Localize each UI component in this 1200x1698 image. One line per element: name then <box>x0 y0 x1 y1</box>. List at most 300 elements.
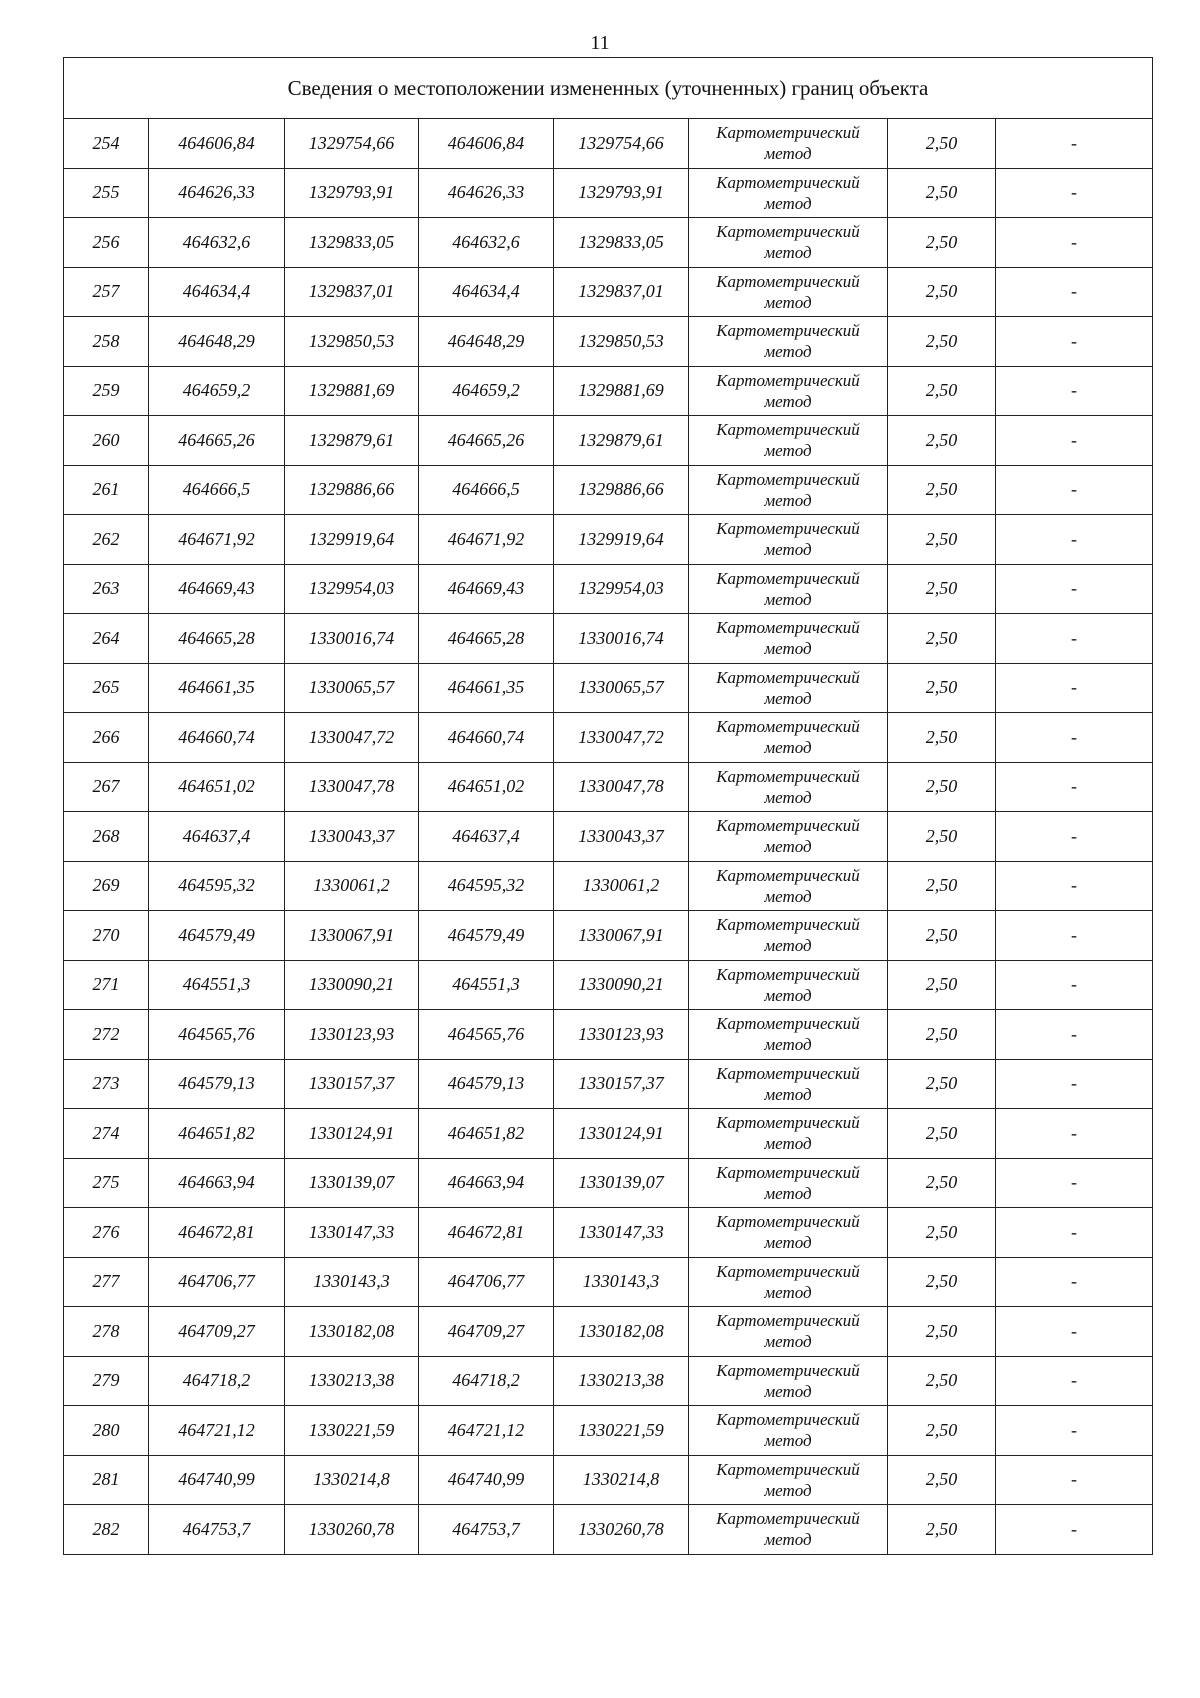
y-new-cell: 1330016,74 <box>554 614 689 664</box>
accuracy-cell: 2,50 <box>888 713 996 763</box>
y-old-cell: 1330143,3 <box>285 1257 419 1307</box>
description-cell: - <box>996 1059 1153 1109</box>
x-old-cell: 464648,29 <box>149 317 285 367</box>
point-number-cell: 255 <box>64 168 149 218</box>
table-row <box>64 168 1153 218</box>
method-line1: Картометрический <box>716 1509 860 1529</box>
x-new-cell: 464660,74 <box>419 713 554 763</box>
method-cell <box>689 1505 888 1555</box>
table-row <box>64 1059 1153 1109</box>
x-new-cell: 464565,76 <box>419 1010 554 1060</box>
x-old-cell: 464665,28 <box>149 614 285 664</box>
method-line1: Картометрический <box>716 915 860 935</box>
x-old-cell: 464579,13 <box>149 1059 285 1109</box>
method-line2: метод <box>764 589 812 609</box>
y-old-cell: 1330260,78 <box>285 1505 419 1555</box>
method-cell <box>689 812 888 862</box>
method-cell <box>689 119 888 169</box>
x-old-cell: 464606,84 <box>149 119 285 169</box>
table-row <box>64 465 1153 515</box>
x-old-cell: 464660,74 <box>149 713 285 763</box>
y-old-cell: 1330182,08 <box>285 1307 419 1357</box>
x-old-cell: 464718,2 <box>149 1356 285 1406</box>
y-old-cell: 1329833,05 <box>285 218 419 268</box>
y-new-cell: 1329886,66 <box>554 465 689 515</box>
description-cell: - <box>996 1158 1153 1208</box>
y-old-cell: 1330147,33 <box>285 1208 419 1258</box>
x-new-cell: 464709,27 <box>419 1307 554 1357</box>
y-old-cell: 1330067,91 <box>285 911 419 961</box>
description-cell: - <box>996 1010 1153 1060</box>
y-old-cell: 1330047,72 <box>285 713 419 763</box>
point-number-cell: 279 <box>64 1356 149 1406</box>
table-row <box>64 119 1153 169</box>
description-cell: - <box>996 1505 1153 1555</box>
description-cell: - <box>996 911 1153 961</box>
x-old-cell: 464753,7 <box>149 1505 285 1555</box>
table-title-row <box>64 58 1153 119</box>
method-line2: метод <box>764 1431 812 1451</box>
method-line2: метод <box>764 886 812 906</box>
method-cell <box>689 1356 888 1406</box>
point-number-cell: 280 <box>64 1406 149 1456</box>
x-new-cell: 464634,4 <box>419 267 554 317</box>
method-line2: метод <box>764 1282 812 1302</box>
table-row <box>64 1158 1153 1208</box>
table-row <box>64 1010 1153 1060</box>
x-old-cell: 464595,32 <box>149 861 285 911</box>
description-cell: - <box>996 168 1153 218</box>
method-cell <box>689 366 888 416</box>
y-new-cell: 1329793,91 <box>554 168 689 218</box>
point-number-cell: 259 <box>64 366 149 416</box>
point-number-cell: 277 <box>64 1257 149 1307</box>
x-old-cell: 464637,4 <box>149 812 285 862</box>
method-line2: метод <box>764 1035 812 1055</box>
accuracy-cell: 2,50 <box>888 663 996 713</box>
x-new-cell: 464665,28 <box>419 614 554 664</box>
x-new-cell: 464651,02 <box>419 762 554 812</box>
method-cell <box>689 861 888 911</box>
x-old-cell: 464626,33 <box>149 168 285 218</box>
x-old-cell: 464579,49 <box>149 911 285 961</box>
description-cell: - <box>996 812 1153 862</box>
y-old-cell: 1330221,59 <box>285 1406 419 1456</box>
y-old-cell: 1330124,91 <box>285 1109 419 1159</box>
y-new-cell: 1330061,2 <box>554 861 689 911</box>
x-new-cell: 464721,12 <box>419 1406 554 1456</box>
x-new-cell: 464666,5 <box>419 465 554 515</box>
method-cell <box>689 614 888 664</box>
description-cell: - <box>996 465 1153 515</box>
description-cell: - <box>996 218 1153 268</box>
y-new-cell: 1329919,64 <box>554 515 689 565</box>
y-old-cell: 1329919,64 <box>285 515 419 565</box>
point-number-cell: 266 <box>64 713 149 763</box>
accuracy-cell: 2,50 <box>888 267 996 317</box>
y-new-cell: 1330047,78 <box>554 762 689 812</box>
x-old-cell: 464721,12 <box>149 1406 285 1456</box>
description-cell: - <box>996 416 1153 466</box>
method-cell <box>689 1208 888 1258</box>
x-old-cell: 464551,3 <box>149 960 285 1010</box>
y-new-cell: 1329833,05 <box>554 218 689 268</box>
y-old-cell: 1330139,07 <box>285 1158 419 1208</box>
y-old-cell: 1330043,37 <box>285 812 419 862</box>
accuracy-cell: 2,50 <box>888 317 996 367</box>
point-number-cell: 260 <box>64 416 149 466</box>
table-row <box>64 911 1153 961</box>
method-line2: метод <box>764 243 812 263</box>
x-new-cell: 464551,3 <box>419 960 554 1010</box>
y-old-cell: 1330213,38 <box>285 1356 419 1406</box>
accuracy-cell: 2,50 <box>888 1505 996 1555</box>
description-cell: - <box>996 119 1153 169</box>
point-number-cell: 261 <box>64 465 149 515</box>
x-old-cell: 464634,4 <box>149 267 285 317</box>
accuracy-cell: 2,50 <box>888 218 996 268</box>
description-cell: - <box>996 1307 1153 1357</box>
x-old-cell: 464659,2 <box>149 366 285 416</box>
description-cell: - <box>996 515 1153 565</box>
x-new-cell: 464753,7 <box>419 1505 554 1555</box>
accuracy-cell: 2,50 <box>888 812 996 862</box>
y-old-cell: 1330065,57 <box>285 663 419 713</box>
accuracy-cell: 2,50 <box>888 168 996 218</box>
y-new-cell: 1329837,01 <box>554 267 689 317</box>
method-line2: метод <box>764 1183 812 1203</box>
x-new-cell: 464661,35 <box>419 663 554 713</box>
method-line2: метод <box>764 1332 812 1352</box>
method-line1: Картометрический <box>716 1311 860 1331</box>
x-old-cell: 464666,5 <box>149 465 285 515</box>
x-new-cell: 464579,13 <box>419 1059 554 1109</box>
method-cell <box>689 1257 888 1307</box>
accuracy-cell: 2,50 <box>888 1010 996 1060</box>
x-old-cell: 464663,94 <box>149 1158 285 1208</box>
x-old-cell: 464669,43 <box>149 564 285 614</box>
x-new-cell: 464579,49 <box>419 911 554 961</box>
method-cell <box>689 713 888 763</box>
x-new-cell: 464651,82 <box>419 1109 554 1159</box>
table-row <box>64 1406 1153 1456</box>
y-new-cell: 1330260,78 <box>554 1505 689 1555</box>
x-new-cell: 464706,77 <box>419 1257 554 1307</box>
y-old-cell: 1329837,01 <box>285 267 419 317</box>
method-cell <box>689 1158 888 1208</box>
y-new-cell: 1329850,53 <box>554 317 689 367</box>
table-row <box>64 1356 1153 1406</box>
method-line2: метод <box>764 1381 812 1401</box>
x-old-cell: 464651,02 <box>149 762 285 812</box>
method-line1: Картометрический <box>716 865 860 885</box>
y-new-cell: 1330221,59 <box>554 1406 689 1456</box>
x-old-cell: 464709,27 <box>149 1307 285 1357</box>
table-row <box>64 1307 1153 1357</box>
point-number-cell: 274 <box>64 1109 149 1159</box>
method-line1: Картометрический <box>716 766 860 786</box>
x-old-cell: 464706,77 <box>149 1257 285 1307</box>
x-new-cell: 464665,26 <box>419 416 554 466</box>
point-number-cell: 275 <box>64 1158 149 1208</box>
method-line2: метод <box>764 688 812 708</box>
accuracy-cell: 2,50 <box>888 465 996 515</box>
accuracy-cell: 2,50 <box>888 1109 996 1159</box>
method-line2: метод <box>764 193 812 213</box>
method-line2: метод <box>764 738 812 758</box>
method-cell <box>689 1406 888 1456</box>
x-new-cell: 464637,4 <box>419 812 554 862</box>
accuracy-cell: 2,50 <box>888 960 996 1010</box>
table-row <box>64 960 1153 1010</box>
y-new-cell: 1330123,93 <box>554 1010 689 1060</box>
accuracy-cell: 2,50 <box>888 762 996 812</box>
method-line1: Картометрический <box>716 667 860 687</box>
method-line1: Картометрический <box>716 1360 860 1380</box>
point-number-cell: 272 <box>64 1010 149 1060</box>
description-cell: - <box>996 317 1153 367</box>
table-row <box>64 861 1153 911</box>
method-cell <box>689 1307 888 1357</box>
table-row <box>64 564 1153 614</box>
y-old-cell: 1330157,37 <box>285 1059 419 1109</box>
table-row <box>64 762 1153 812</box>
x-new-cell: 464648,29 <box>419 317 554 367</box>
method-cell <box>689 515 888 565</box>
method-line2: метод <box>764 490 812 510</box>
point-number-cell: 281 <box>64 1455 149 1505</box>
accuracy-cell: 2,50 <box>888 1208 996 1258</box>
method-line2: метод <box>764 639 812 659</box>
method-line2: метод <box>764 540 812 560</box>
point-number-cell: 265 <box>64 663 149 713</box>
x-new-cell: 464669,43 <box>419 564 554 614</box>
method-line1: Картометрический <box>716 1261 860 1281</box>
accuracy-cell: 2,50 <box>888 1356 996 1406</box>
method-line1: Картометрический <box>716 1014 860 1034</box>
y-new-cell: 1330182,08 <box>554 1307 689 1357</box>
y-new-cell: 1329881,69 <box>554 366 689 416</box>
x-new-cell: 464659,2 <box>419 366 554 416</box>
method-line1: Картометрический <box>716 420 860 440</box>
point-number-cell: 270 <box>64 911 149 961</box>
x-old-cell: 464665,26 <box>149 416 285 466</box>
method-cell <box>689 267 888 317</box>
accuracy-cell: 2,50 <box>888 416 996 466</box>
point-number-cell: 276 <box>64 1208 149 1258</box>
accuracy-cell: 2,50 <box>888 119 996 169</box>
method-line1: Картометрический <box>716 1162 860 1182</box>
x-new-cell: 464606,84 <box>419 119 554 169</box>
point-number-cell: 269 <box>64 861 149 911</box>
description-cell: - <box>996 267 1153 317</box>
point-number-cell: 257 <box>64 267 149 317</box>
method-line2: метод <box>764 1233 812 1253</box>
accuracy-cell: 2,50 <box>888 564 996 614</box>
method-line2: метод <box>764 292 812 312</box>
description-cell: - <box>996 564 1153 614</box>
method-line1: Картометрический <box>716 321 860 341</box>
x-old-cell: 464651,82 <box>149 1109 285 1159</box>
table-row <box>64 1208 1153 1258</box>
accuracy-cell: 2,50 <box>888 366 996 416</box>
y-new-cell: 1329879,61 <box>554 416 689 466</box>
x-new-cell: 464626,33 <box>419 168 554 218</box>
point-number-cell: 264 <box>64 614 149 664</box>
y-new-cell: 1330157,37 <box>554 1059 689 1109</box>
point-number-cell: 258 <box>64 317 149 367</box>
description-cell: - <box>996 713 1153 763</box>
y-new-cell: 1329754,66 <box>554 119 689 169</box>
method-line1: Картометрический <box>716 172 860 192</box>
point-number-cell: 263 <box>64 564 149 614</box>
x-old-cell: 464661,35 <box>149 663 285 713</box>
accuracy-cell: 2,50 <box>888 861 996 911</box>
point-number-cell: 256 <box>64 218 149 268</box>
x-new-cell: 464663,94 <box>419 1158 554 1208</box>
method-line1: Картометрический <box>716 123 860 143</box>
table-row <box>64 1505 1153 1555</box>
description-cell: - <box>996 663 1153 713</box>
method-cell <box>689 960 888 1010</box>
table-title: Сведения о местоположении измененных (уточненных) границ объекта <box>64 58 1153 119</box>
method-cell <box>689 168 888 218</box>
description-cell: - <box>996 1109 1153 1159</box>
y-old-cell: 1329886,66 <box>285 465 419 515</box>
method-line1: Картометрический <box>716 618 860 638</box>
method-line1: Картометрический <box>716 964 860 984</box>
accuracy-cell: 2,50 <box>888 1455 996 1505</box>
method-line1: Картометрический <box>716 271 860 291</box>
y-new-cell: 1329954,03 <box>554 564 689 614</box>
table-row <box>64 366 1153 416</box>
y-old-cell: 1329954,03 <box>285 564 419 614</box>
table-row <box>64 663 1153 713</box>
x-new-cell: 464718,2 <box>419 1356 554 1406</box>
method-line2: метод <box>764 1480 812 1500</box>
table-row <box>64 267 1153 317</box>
table-row <box>64 812 1153 862</box>
description-cell: - <box>996 366 1153 416</box>
x-old-cell: 464740,99 <box>149 1455 285 1505</box>
y-new-cell: 1330065,57 <box>554 663 689 713</box>
description-cell: - <box>996 1455 1153 1505</box>
y-old-cell: 1330123,93 <box>285 1010 419 1060</box>
method-line1: Картометрический <box>716 1212 860 1232</box>
x-new-cell: 464595,32 <box>419 861 554 911</box>
point-number-cell: 262 <box>64 515 149 565</box>
description-cell: - <box>996 614 1153 664</box>
description-cell: - <box>996 1406 1153 1456</box>
point-number-cell: 278 <box>64 1307 149 1357</box>
method-line2: метод <box>764 1084 812 1104</box>
y-new-cell: 1330139,07 <box>554 1158 689 1208</box>
y-old-cell: 1329754,66 <box>285 119 419 169</box>
method-line1: Картометрический <box>716 816 860 836</box>
method-line1: Картометрический <box>716 1063 860 1083</box>
method-cell <box>689 218 888 268</box>
table-row <box>64 614 1153 664</box>
x-new-cell: 464632,6 <box>419 218 554 268</box>
method-line2: метод <box>764 1134 812 1154</box>
table-row <box>64 416 1153 466</box>
method-cell <box>689 1059 888 1109</box>
accuracy-cell: 2,50 <box>888 614 996 664</box>
accuracy-cell: 2,50 <box>888 1158 996 1208</box>
method-cell <box>689 1010 888 1060</box>
point-number-cell: 254 <box>64 119 149 169</box>
method-line2: метод <box>764 441 812 461</box>
method-line2: метод <box>764 391 812 411</box>
y-new-cell: 1330067,91 <box>554 911 689 961</box>
description-cell: - <box>996 1257 1153 1307</box>
accuracy-cell: 2,50 <box>888 1059 996 1109</box>
table-row <box>64 317 1153 367</box>
description-cell: - <box>996 1208 1153 1258</box>
y-new-cell: 1330213,38 <box>554 1356 689 1406</box>
method-line1: Картометрический <box>716 370 860 390</box>
table-row <box>64 1109 1153 1159</box>
description-cell: - <box>996 1356 1153 1406</box>
accuracy-cell: 2,50 <box>888 1307 996 1357</box>
method-cell <box>689 1455 888 1505</box>
x-old-cell: 464671,92 <box>149 515 285 565</box>
method-line2: метод <box>764 1530 812 1550</box>
boundary-coordinates-table <box>63 57 1153 1555</box>
y-new-cell: 1330147,33 <box>554 1208 689 1258</box>
description-cell: - <box>996 762 1153 812</box>
x-new-cell: 464671,92 <box>419 515 554 565</box>
x-new-cell: 464672,81 <box>419 1208 554 1258</box>
method-line2: метод <box>764 837 812 857</box>
point-number-cell: 268 <box>64 812 149 862</box>
method-line2: метод <box>764 985 812 1005</box>
y-new-cell: 1330124,91 <box>554 1109 689 1159</box>
y-old-cell: 1330047,78 <box>285 762 419 812</box>
y-old-cell: 1329793,91 <box>285 168 419 218</box>
point-number-cell: 273 <box>64 1059 149 1109</box>
method-cell <box>689 663 888 713</box>
method-cell <box>689 564 888 614</box>
method-cell <box>689 317 888 367</box>
y-new-cell: 1330043,37 <box>554 812 689 862</box>
table-row <box>64 713 1153 763</box>
y-old-cell: 1330090,21 <box>285 960 419 1010</box>
y-new-cell: 1330143,3 <box>554 1257 689 1307</box>
method-cell <box>689 911 888 961</box>
method-line2: метод <box>764 144 812 164</box>
table-row <box>64 1455 1153 1505</box>
method-cell <box>689 1109 888 1159</box>
x-old-cell: 464672,81 <box>149 1208 285 1258</box>
accuracy-cell: 2,50 <box>888 1257 996 1307</box>
point-number-cell: 267 <box>64 762 149 812</box>
y-new-cell: 1330047,72 <box>554 713 689 763</box>
x-old-cell: 464632,6 <box>149 218 285 268</box>
method-line1: Картометрический <box>716 519 860 539</box>
accuracy-cell: 2,50 <box>888 1406 996 1456</box>
y-old-cell: 1329879,61 <box>285 416 419 466</box>
page-number: 11 <box>590 32 610 54</box>
y-new-cell: 1330090,21 <box>554 960 689 1010</box>
x-new-cell: 464740,99 <box>419 1455 554 1505</box>
point-number-cell: 282 <box>64 1505 149 1555</box>
method-cell <box>689 762 888 812</box>
method-line1: Картометрический <box>716 568 860 588</box>
method-line1: Картометрический <box>716 1113 860 1133</box>
description-cell: - <box>996 960 1153 1010</box>
y-old-cell: 1330061,2 <box>285 861 419 911</box>
